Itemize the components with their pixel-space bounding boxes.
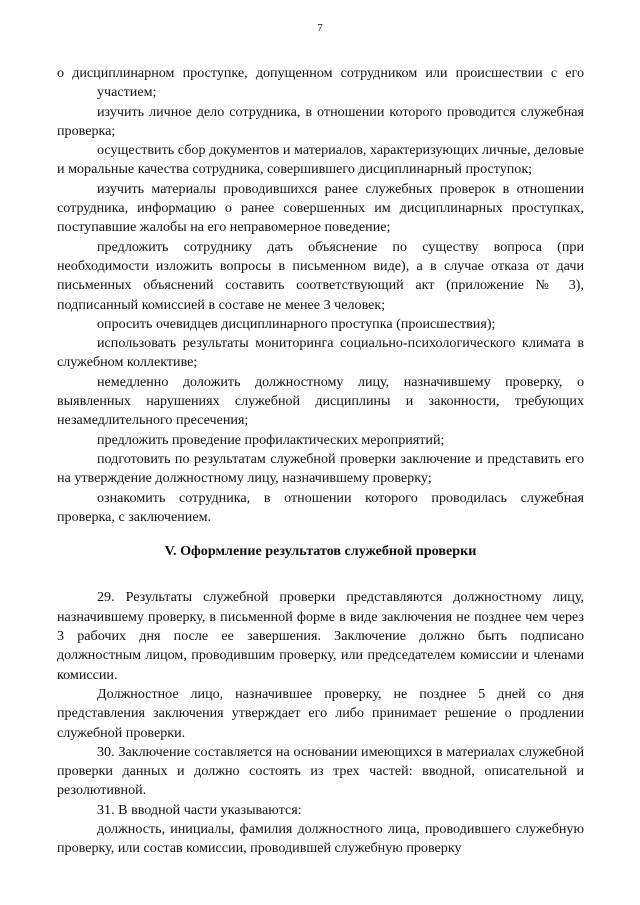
paragraph: ознакомить сотрудника, в отношении которого проводилась служебная проверка, с заключением. [57,489,584,525]
paragraph: 29. Результаты служебной проверки представляются должностному лицу, назначившему проверку, в письменной форме в виде заключения не позднее чем через 3 рабочих дня после ее завершения. Заключение должно быть подписано должностным лицом, проводившим проверку, или председателем комиссии и членами комиссии. [57,589,584,683]
paragraph: немедленно доложить должностному лицу, назначившему проверку, о выявленных нарушениях служебной дисциплины и законности, требующих незамедлительного пресечения; [57,373,584,429]
paragraph: изучить личное дело сотрудника, в отношении которого проводится служебная проверка; [57,103,584,139]
document-body [57,64,584,859]
paragraph: должность, инициалы, фамилия должностного лица, проводившего служебную проверку, или состав комиссии, проводившей служебную проверку [57,820,584,857]
section-title: V. Оформление результатов служебной проверки [164,543,477,560]
paragraph: предложить проведение профилактических мероприятий; [97,431,445,448]
paragraph: изучить материалы проводившихся ранее служебных проверок в отношении сотрудника, информацию о ранее совершенных им дисциплинарных проступках, поступавшие жалобы на его неправомерное поведение; [57,180,584,236]
paragraph: подготовить по результатам служебной проверки заключение и представить его на утверждение должностному лицу, назначившему проверку; [57,450,584,487]
paragraph: осуществить сбор документов и материалов, характеризующих личные, деловые и моральные качества сотрудника, совершившего дисциплинарный проступок; [57,142,584,178]
paragraph: использовать результаты мониторинга социально-психологического климата в служебном коллективе; [57,335,584,371]
paragraph: предложить сотруднику дать объяснение по существу вопроса (при необходимости изложить вопросы в письменном виде), а в случае отказа от дачи письменных объяснений составить соответствующий акт (приложение № 3), подписанный комиссией в составе не менее 3 человек; [57,238,584,313]
paragraph: о дисциплинарном проступке, допущенном сотрудником или происшествии с его участием; [57,65,584,101]
page-number: 7 [317,22,323,34]
paragraph: 31. В вводной части указываются: [97,801,302,818]
paragraph: опросить очевидцев дисциплинарного проступка (происшествия); [97,315,496,332]
paragraph: 30. Заключение составляется на основании имеющихся в материалах служебной проверки данных и должно состоять из трех частей: вводной, описательной и резолютивной. [57,743,584,799]
paragraph: Должностное лицо, назначившее проверку, не позднее 5 дней со дня представления заключения утверждает его либо принимает решение о продлении служебной проверки. [57,685,584,741]
